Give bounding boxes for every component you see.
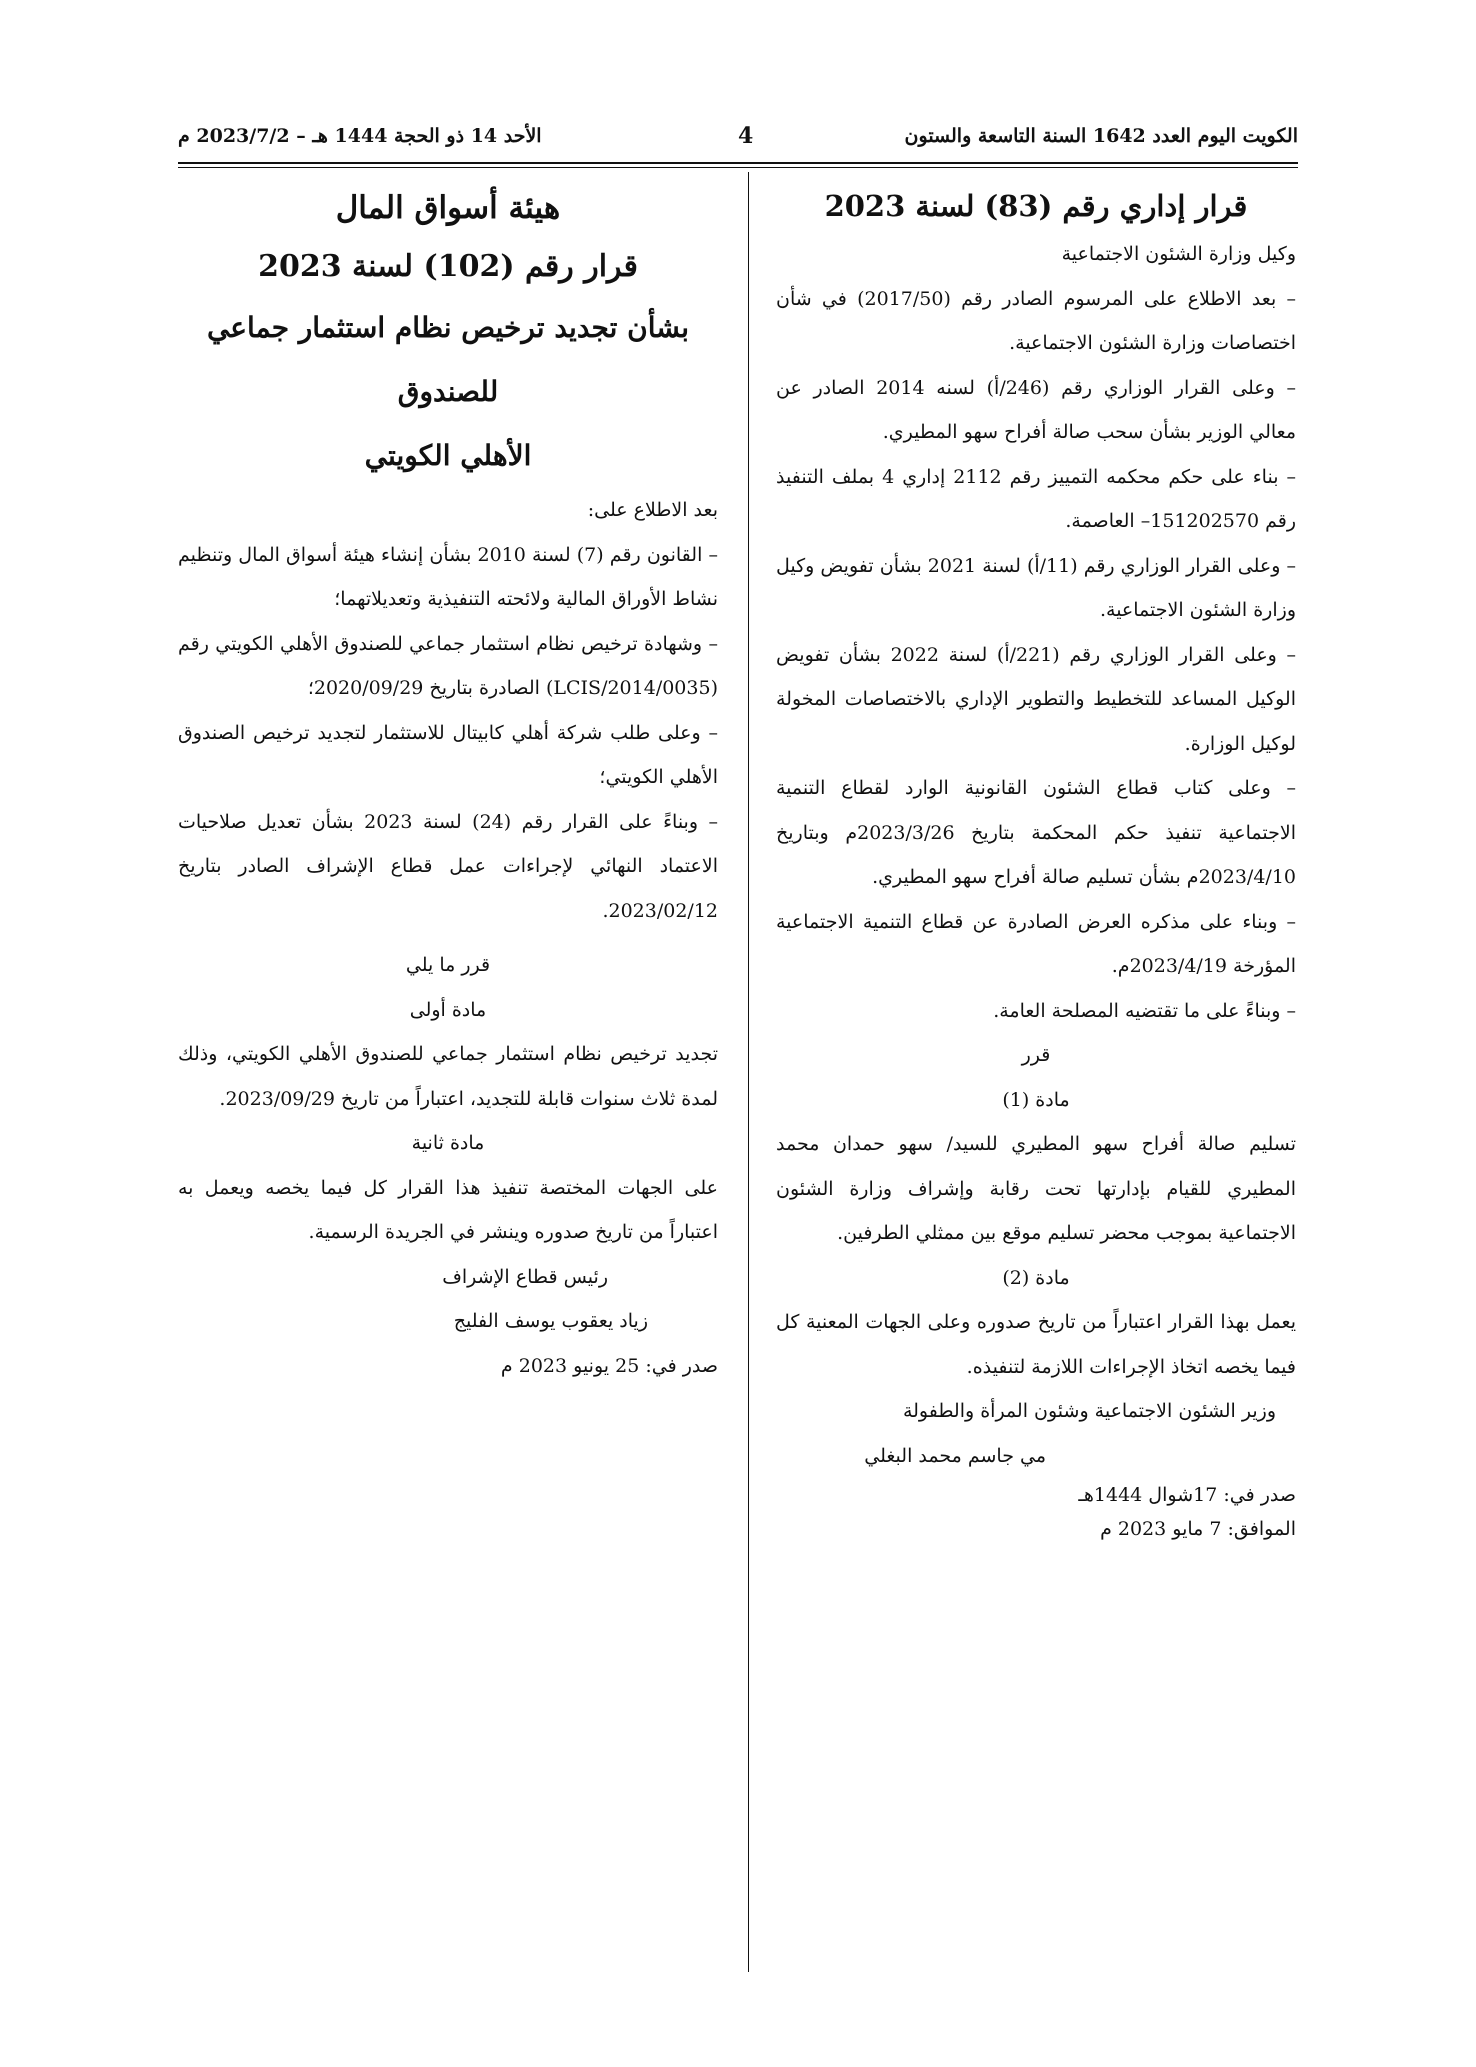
corresponding-date: الموافق: 7 مايو 2023 م xyxy=(1100,1518,1296,1540)
paragraph: – وبناءً على ما تقتضيه المصلحة العامة. xyxy=(993,999,1296,1022)
issue-date: صدر في: 17شوال 1444هـ xyxy=(1078,1484,1296,1506)
page-header xyxy=(178,125,1298,153)
article-1-text: تجديد ترخيص نظام استثمار جماعي للصندوق الأهلي الكويتي، وذلك لمدة ثلاث سنوات قابلة للتجديد، اعتباراً من تاريخ 2023/09/29. xyxy=(178,1043,718,1110)
paragraph: – وشهادة ترخيص نظام استثمار جماعي للصندوق الأهلي الكويتي رقم (LCIS/2014/0035) الصادرة بتاريخ 2020/09/29؛ xyxy=(178,632,718,699)
article-2-heading: مادة ثانية xyxy=(411,1132,485,1154)
article-2-heading: مادة (2) xyxy=(1002,1266,1070,1289)
paragraph: – وبناء على مذكره العرض الصادرة عن قطاع التنمية الاجتماعية المؤرخة 2023/4/19م. xyxy=(776,910,1296,977)
signatory-title: وزير الشئون الاجتماعية وشئون المرأة والطفولة xyxy=(902,1400,1276,1422)
article-1-heading: مادة أولى xyxy=(409,998,487,1021)
paragraph: – وعلى كتاب قطاع الشئون القانونية الوارد لقطاع التنمية الاجتماعية تنفيذ حكم المحكمة بتاريخ 2023/3/26م وبتاريخ 2023/4/10م بشأن تسليم صالة أفراح سهو المطيري. xyxy=(776,777,1296,888)
decision-subject-line-2: الأهلي الكويتي xyxy=(364,439,532,472)
signatory-name: مي جاسم محمد البغلي xyxy=(864,1444,1046,1467)
article-1-text: تسليم صالة أفراح سهو المطيري للسيد/ سهو حمدان محمد المطيري للقيام بإدارتها تحت رقابة وإشراف وزارة الشئون الاجتماعية بموجب محضر تسليم موقع بين ممثلي الطرفين. xyxy=(776,1133,1296,1244)
article-2-text: على الجهات المختصة تنفيذ هذا القرار كل فيما يخصه ويعمل به اعتباراً من تاريخ صدوره وينشر في الجريدة الرسمية. xyxy=(178,1176,718,1243)
paragraph: – وعلى طلب شركة أهلي كابيتال للاستثمار لتجديد ترخيص الصندوق الأهلي الكويتي؛ xyxy=(178,721,718,788)
article-1-heading: مادة (1) xyxy=(1002,1088,1070,1111)
paragraph: – وعلى القرار الوزاري رقم (11/أ) لسنة 2021 بشأن تفويض وكيل وزارة الشئون الاجتماعية. xyxy=(776,554,1296,621)
signatory-title: رئيس قطاع الإشراف xyxy=(442,1265,608,1288)
issue-date: صدر في: 25 يونيو 2023 م xyxy=(500,1354,718,1377)
paragraph: – بناء على حكم محكمه التمييز رقم 2112 إداري 4 بملف التنفيذ رقم 151202570– العاصمة. xyxy=(776,465,1296,532)
right-column xyxy=(776,180,1296,1546)
column-divider xyxy=(748,172,749,1972)
header-rule-thin xyxy=(178,167,1298,168)
signatory-name: زياد يعقوب يوسف الفليج xyxy=(453,1310,648,1332)
paragraph: بعد الاطلاع على: xyxy=(587,499,718,521)
decision-83-title: قرار إداري رقم (83) لسنة 2023 xyxy=(824,189,1248,223)
paragraph: – القانون رقم (7) لسنة 2010 بشأن إنشاء هيئة أسواق المال وتنظيم نشاط الأوراق المالية ولائحته التنفيذية وتعديلاتهما؛ xyxy=(178,543,718,610)
header-date: الأحد 14 ذو الحجة 1444 هـ – 2023/7/2 م xyxy=(178,125,542,147)
decision-subject-line-1: بشأن تجديد ترخيص نظام استثمار جماعي للصندوق xyxy=(206,311,690,408)
header-publication: الكويت اليوم العدد 1642 السنة التاسعة والستون xyxy=(904,125,1298,147)
article-2-text: يعمل بهذا القرار اعتباراً من تاريخ صدوره وعلى الجهات المعنية كل فيما يخصه اتخاذ الإجراءات اللازمة لتنفيذه. xyxy=(776,1311,1296,1378)
authority-title: هيئة أسواق المال xyxy=(335,190,561,226)
paragraph: – وعلى القرار الوزاري رقم (246/أ) لسنه 2014 الصادر عن معالي الوزير بشأن سحب صالة أفراح سهو المطيري. xyxy=(776,376,1296,443)
page-number: 4 xyxy=(738,123,754,149)
left-column xyxy=(178,178,718,1388)
decided-heading: قرر xyxy=(1021,1044,1051,1066)
decided-heading: قرر ما يلي xyxy=(405,954,491,976)
decision-102-title: قرار رقم (102) لسنة 2023 xyxy=(258,249,638,284)
paragraph: – وبناءً على القرار رقم (24) لسنة 2023 بشأن تعديل صلاحيات الاعتماد النهائي لإجراءات عمل قطاع الإشراف الصادر بتاريخ 2023/02/12. xyxy=(178,810,719,922)
header-rule-thick xyxy=(178,162,1298,164)
paragraph: – بعد الاطلاع على المرسوم الصادر رقم (2017/50) في شأن اختصاصات وزارة الشئون الاجتماعية. xyxy=(776,287,1296,354)
paragraph: وكيل وزارة الشئون الاجتماعية xyxy=(1061,243,1296,265)
paragraph: – وعلى القرار الوزاري رقم (221/أ) لسنة 2022 بشأن تفويض الوكيل المساعد للتخطيط والتطوير الإداري بالاختصاصات المخولة لوكيل الوزارة. xyxy=(776,643,1296,755)
